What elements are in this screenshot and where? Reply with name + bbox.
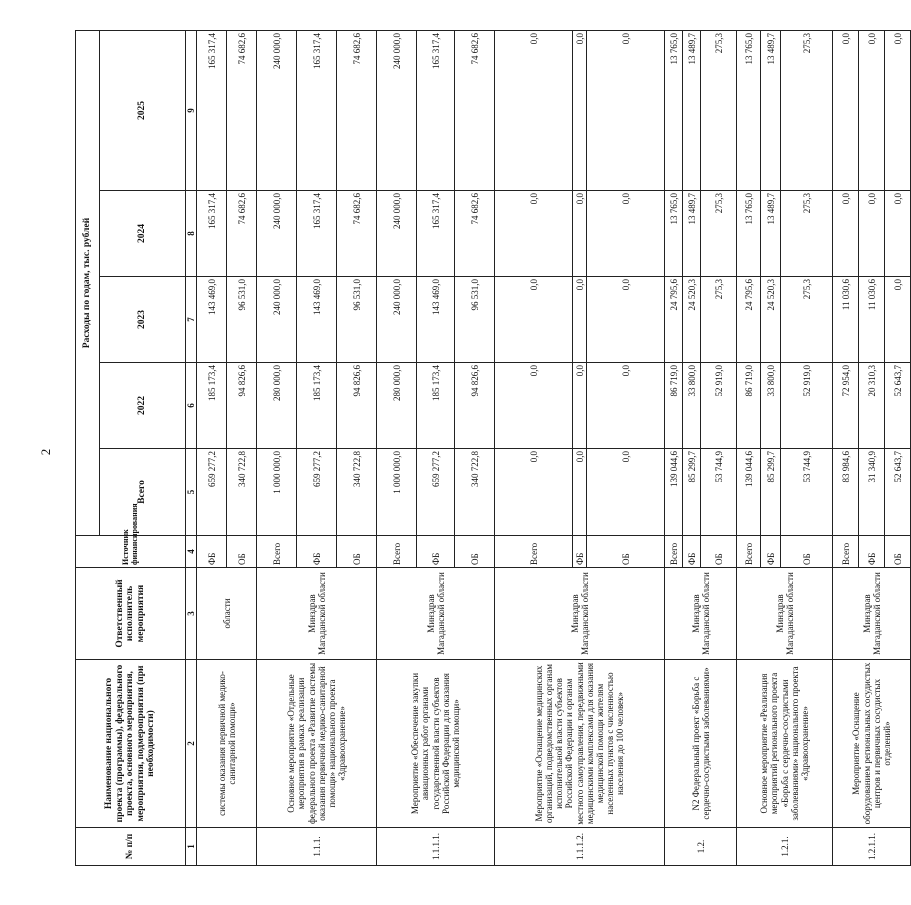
value-2022: 52 919,0 (701, 363, 737, 449)
value-total: 53 744,9 (781, 449, 833, 536)
header-2023: 2023 (100, 277, 186, 363)
value-total: 0,0 (587, 449, 665, 536)
page-number: 2 (38, 448, 53, 456)
value-2024: 74 682,6 (227, 191, 257, 277)
value-2025: 0,0 (573, 30, 587, 190)
value-2023: 24 520,3 (683, 277, 701, 363)
row-name: Основное мероприятие «Отдельные мероприятия в рамках реализации федерального проекта «Развитие системы оказания первичной медико-санитарной помощи» национального проекта «Здравоохранение» (257, 660, 377, 828)
row-name: N2 Федеральный проект «Борьба с сердечно-сосудистыми заболеваниями» (665, 660, 737, 828)
value-2024: 13 765,0 (665, 191, 683, 277)
value-2025: 0,0 (885, 30, 911, 190)
column-number: 9 (186, 30, 197, 190)
row-source: Всего (257, 536, 297, 568)
value-2025: 74 682,6 (337, 30, 377, 190)
value-2024: 74 682,6 (337, 191, 377, 277)
table-row (257, 30, 297, 865)
value-2024: 13 765,0 (737, 191, 761, 277)
header-2022: 2022 (100, 363, 186, 449)
header-num: № п/п (76, 828, 186, 866)
row-source: ФБ (859, 536, 885, 568)
row-name: системы оказания первичной медико-санитарной помощи» (197, 660, 257, 828)
value-2024: 0,0 (833, 191, 859, 277)
value-2022: 0,0 (573, 363, 587, 449)
row-responsible: Минздрав Магаданской области (495, 568, 665, 660)
header-expenses: Расходы по годам, тыс. рублей (76, 30, 100, 535)
row-number: 1.2.1.1. (833, 828, 911, 866)
value-total: 31 340,9 (859, 449, 885, 536)
value-2025: 240 000,0 (377, 30, 417, 190)
value-2023: 96 531,0 (227, 277, 257, 363)
row-responsible: Минздрав Магаданской области (257, 568, 377, 660)
table-row (377, 30, 417, 865)
row-number: 1.1.1.2. (495, 828, 665, 866)
value-2025: 13 765,0 (737, 30, 761, 190)
row-responsible: Минздрав Магаданской области (665, 568, 737, 660)
row-source: ФБ (761, 536, 781, 568)
value-2024: 74 682,6 (455, 191, 495, 277)
value-2023: 240 000,0 (377, 277, 417, 363)
row-source: ОБ (227, 536, 257, 568)
budget-table (75, 30, 911, 866)
header-2024: 2024 (100, 191, 186, 277)
header-name: Наименование национального проекта (программы), федерального проекта, основного мероприятия, мероприятия, подмероприятия (при необходимости) (76, 660, 186, 828)
value-2022: 94 826,6 (337, 363, 377, 449)
value-2025: 0,0 (587, 30, 665, 190)
value-2023: 96 531,0 (455, 277, 495, 363)
value-2023: 96 531,0 (337, 277, 377, 363)
table-row (737, 30, 761, 865)
value-2023: 0,0 (573, 277, 587, 363)
value-total: 139 044,6 (665, 449, 683, 536)
value-2025: 275,3 (701, 30, 737, 190)
value-2023: 24 795,6 (665, 277, 683, 363)
column-number: 5 (186, 449, 197, 536)
value-2023: 24 520,3 (761, 277, 781, 363)
value-2025: 74 682,6 (227, 30, 257, 190)
value-2022: 280 000,0 (257, 363, 297, 449)
value-2024: 13 489,7 (761, 191, 781, 277)
column-number: 4 (186, 536, 197, 568)
row-number: 1.2. (665, 828, 737, 866)
value-2023: 275,3 (781, 277, 833, 363)
column-number: 6 (186, 363, 197, 449)
value-total: 85 299,7 (761, 449, 781, 536)
value-2024: 240 000,0 (377, 191, 417, 277)
value-2022: 52 643,7 (885, 363, 911, 449)
value-2024: 165 317,4 (297, 191, 337, 277)
value-2024: 0,0 (495, 191, 573, 277)
header-2025: 2025 (100, 30, 186, 190)
value-2025: 0,0 (859, 30, 885, 190)
value-2025: 74 682,6 (455, 30, 495, 190)
value-total: 53 744,9 (701, 449, 737, 536)
value-total: 1 000 000,0 (377, 449, 417, 536)
value-2023: 24 795,6 (737, 277, 761, 363)
row-source: Всего (495, 536, 573, 568)
column-number: 2 (186, 660, 197, 828)
value-2023: 143 469,0 (417, 277, 455, 363)
row-responsible: Минздрав Магаданской области (833, 568, 911, 660)
value-2023: 143 469,0 (197, 277, 227, 363)
rotated-page-content (75, 31, 903, 866)
value-total: 85 299,7 (683, 449, 701, 536)
row-source: ОБ (781, 536, 833, 568)
row-source: Всего (665, 536, 683, 568)
row-source: ФБ (417, 536, 455, 568)
header-source: Источник финансирования (76, 536, 186, 568)
value-2022: 0,0 (495, 363, 573, 449)
value-2022: 20 310,3 (859, 363, 885, 449)
value-2025: 275,3 (781, 30, 833, 190)
value-total: 659 277,2 (417, 449, 455, 536)
value-total: 659 277,2 (197, 449, 227, 536)
value-2023: 0,0 (885, 277, 911, 363)
row-name: Основное мероприятие «Реализация мероприятий регионального проекта «Борьба с сердечно-сосудистыми заболеваниями» национального проекта «Здравоохранение» (737, 660, 833, 828)
row-name: Мероприятие «Оснащение медицинских организаций, подведомственных органам исполнительной власти субъектов Российской Федерации и органам местного самоуправления, передвижными медицинскими комплексами для оказания медицинской помощи жителям населенных пунктов с численностью населения до 100 человек» (495, 660, 665, 828)
value-2022: 185 173,4 (197, 363, 227, 449)
row-number: 1.2.1. (737, 828, 833, 866)
value-2025: 13 489,7 (761, 30, 781, 190)
value-2022: 86 719,0 (737, 363, 761, 449)
value-total: 1 000 000,0 (257, 449, 297, 536)
value-2024: 275,3 (701, 191, 737, 277)
value-2023: 143 469,0 (297, 277, 337, 363)
value-total: 659 277,2 (297, 449, 337, 536)
value-2025: 165 317,4 (297, 30, 337, 190)
value-2022: 33 800,0 (683, 363, 701, 449)
row-source: ОБ (885, 536, 911, 568)
value-total: 340 722,8 (455, 449, 495, 536)
value-2022: 94 826,6 (227, 363, 257, 449)
table-row (197, 30, 227, 865)
table-row (833, 30, 859, 865)
row-source: Всего (377, 536, 417, 568)
row-name: Мероприятие «Обеспечение закупки авиационных работ органами государственной власти субъектов Российской Федерации для оказания медицинской помощи» (377, 660, 495, 828)
value-2025: 0,0 (833, 30, 859, 190)
value-2024: 165 317,4 (197, 191, 227, 277)
value-2025: 13 489,7 (683, 30, 701, 190)
value-2024: 275,3 (781, 191, 833, 277)
value-total: 340 722,8 (337, 449, 377, 536)
row-number: 1.1.1. (257, 828, 377, 866)
row-number: 1.1.1.1. (377, 828, 495, 866)
value-2024: 0,0 (859, 191, 885, 277)
value-2023: 0,0 (495, 277, 573, 363)
row-source: Всего (737, 536, 761, 568)
column-number: 1 (186, 828, 197, 866)
value-2024: 0,0 (587, 191, 665, 277)
value-2022: 94 826,6 (455, 363, 495, 449)
value-2022: 185 173,4 (417, 363, 455, 449)
table-row (665, 30, 683, 865)
value-total: 0,0 (495, 449, 573, 536)
row-responsible: Минздрав Магаданской области (377, 568, 495, 660)
value-2022: 0,0 (587, 363, 665, 449)
value-2024: 0,0 (885, 191, 911, 277)
value-2022: 33 800,0 (761, 363, 781, 449)
row-source: Всего (833, 536, 859, 568)
table-row (495, 30, 573, 865)
value-2024: 13 489,7 (683, 191, 701, 277)
row-responsible: области (197, 568, 257, 660)
value-total: 0,0 (573, 449, 587, 536)
column-number: 3 (186, 568, 197, 660)
header-total: Всего (100, 449, 186, 536)
row-source: ОБ (455, 536, 495, 568)
header-responsible: Ответственный исполнитель мероприятия (76, 568, 186, 660)
value-2023: 11 030,6 (833, 277, 859, 363)
value-2025: 165 317,4 (197, 30, 227, 190)
row-source: ФБ (297, 536, 337, 568)
value-2025: 13 765,0 (665, 30, 683, 190)
row-source: ФБ (683, 536, 701, 568)
value-2024: 0,0 (573, 191, 587, 277)
row-responsible: Минздрав Магаданской области (737, 568, 833, 660)
row-number (197, 828, 257, 866)
row-source: ФБ (197, 536, 227, 568)
value-total: 340 722,8 (227, 449, 257, 536)
value-2023: 275,3 (701, 277, 737, 363)
row-source: ОБ (701, 536, 737, 568)
value-2023: 0,0 (587, 277, 665, 363)
value-2023: 240 000,0 (257, 277, 297, 363)
row-source: ОБ (587, 536, 665, 568)
column-number: 7 (186, 277, 197, 363)
value-2022: 86 719,0 (665, 363, 683, 449)
value-total: 83 984,6 (833, 449, 859, 536)
value-total: 139 044,6 (737, 449, 761, 536)
value-2024: 240 000,0 (257, 191, 297, 277)
value-2025: 165 317,4 (417, 30, 455, 190)
value-2024: 165 317,4 (417, 191, 455, 277)
value-2022: 185 173,4 (297, 363, 337, 449)
value-2022: 72 954,0 (833, 363, 859, 449)
value-2023: 11 030,6 (859, 277, 885, 363)
column-number: 8 (186, 191, 197, 277)
row-source: ОБ (337, 536, 377, 568)
row-name: Мероприятие «Оснащение оборудованием региональных сосудистых центров и первичных сосудистых отделений» (833, 660, 911, 828)
value-2025: 240 000,0 (257, 30, 297, 190)
value-2022: 52 919,0 (781, 363, 833, 449)
value-total: 52 643,7 (885, 449, 911, 536)
row-source: ФБ (573, 536, 587, 568)
value-2022: 280 000,0 (377, 363, 417, 449)
value-2025: 0,0 (495, 30, 573, 190)
